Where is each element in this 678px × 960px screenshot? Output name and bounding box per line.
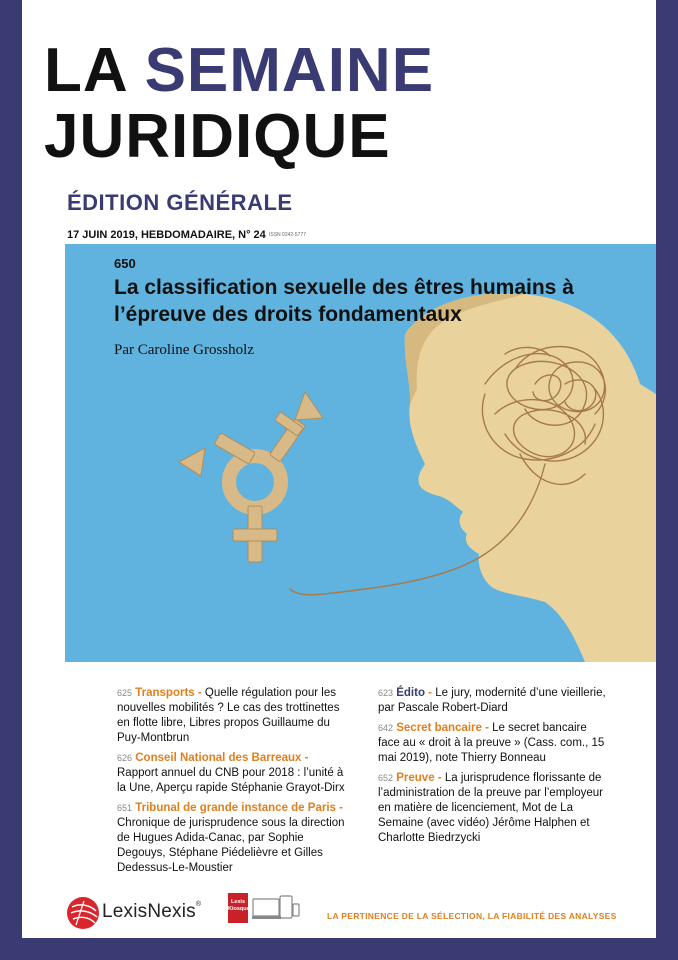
article-number: 650 [114, 256, 136, 271]
toc-entry[interactable] [378, 771, 608, 846]
toc-left-column [117, 686, 345, 881]
toc-entry-text: Quelle régulation pour les nouvelles mobilités ? Le cas des trottinettes en flotte libre, Libres propos Guillaume du Puy-Montbrun [117, 687, 340, 744]
toc-entry[interactable] [117, 751, 345, 796]
lexisnexis-logo-icon [66, 895, 100, 931]
toc-entry-separator: - [481, 722, 493, 734]
left-border [0, 0, 22, 960]
gender-symbol [179, 392, 323, 562]
toc-entry-separator: - [301, 752, 309, 764]
kiosque-line2: Kiosque [228, 906, 250, 912]
toc-entry-text: Le jury, modernité d’une vieillerie, par Pascale Robert-Diard [378, 687, 606, 714]
dateline: 17 JUIN 2019, HEBDOMADAIRE, N° 24 [67, 229, 266, 241]
registered-mark: ® [195, 901, 202, 908]
head-cutout-shape [405, 293, 656, 662]
toc-entry[interactable] [117, 686, 345, 746]
toc-entry-separator: - [335, 802, 343, 814]
masthead-la: LA [44, 36, 145, 105]
footer-slogan: LA PERTINENCE DE LA SÉLECTION, LA FIABILITÉ DES ANALYSES [327, 911, 617, 921]
issn: ISSN 0242-5777 [269, 232, 306, 238]
masthead-semaine: SEMAINE [144, 36, 435, 105]
toc-entry-text: Chronique de jurisprudence sous la direction de Hugues Adida-Canac, par Sophie Degouys, Stéphane Piédelièvre et Gilles Dedessus-Le-Moustier [117, 817, 345, 874]
toc-entry-keyword: Édito [396, 687, 425, 699]
edition-label: ÉDITION GÉNÉRALE [67, 190, 293, 215]
publisher-name [102, 901, 201, 923]
toc-entry-number: 626 [117, 753, 133, 763]
toc-entry-text: La jurisprudence florissante de l’administration de la preuve par l’employeur en matière de licenciement, Mot de La Semaine (avec vidéo) Jérôme Halphen et Charlotte Biedrzycki [378, 772, 604, 844]
toc-entry-number: 625 [117, 688, 133, 698]
right-border [656, 0, 678, 960]
masthead-line1 [44, 36, 435, 105]
toc-entry-separator: - [194, 687, 205, 699]
article-author: Par Caroline Grossholz [114, 342, 254, 358]
toc-entry-number: 623 [378, 688, 394, 698]
masthead-line2: JURIDIQUE [44, 102, 391, 171]
toc-entry-number: 651 [117, 803, 133, 813]
toc-entry-keyword: Conseil National des Barreaux [135, 752, 302, 764]
toc-entry-text: Rapport annuel du CNB pour 2018 : l’unité à la Une, Aperçu rapide Stéphanie Grayot-Dirx [117, 767, 345, 794]
toc-entry-keyword: Secret bancaire [396, 722, 482, 734]
toc-entry-separator: - [424, 687, 436, 699]
toc-entry-keyword: Preuve [396, 772, 435, 784]
kiosque-line1: Lexis [230, 899, 246, 905]
toc-entry[interactable] [378, 686, 608, 716]
toc-entry-number: 642 [378, 723, 394, 733]
lexis-kiosque-badge [228, 893, 248, 923]
article-title[interactable]: La classification sexuelle des êtres humains à l’épreuve des droits fondamentaux [114, 276, 574, 326]
bottom-border [0, 938, 678, 960]
devices-icon [252, 893, 300, 923]
toc-entry-keyword: Tribunal de grande instance de Paris [135, 802, 336, 814]
toc-entry-text: Le secret bancaire face au « droit à la preuve » (Cass. com., 15 mai 2019), note Thierry Bonneau [378, 722, 605, 764]
toc-entry-keyword: Transports [135, 687, 195, 699]
toc-entry-number: 652 [378, 773, 394, 783]
toc-entry[interactable] [378, 721, 608, 766]
toc-right-column [378, 686, 608, 851]
cover-illustration [65, 244, 656, 662]
toc-entry-separator: - [434, 772, 445, 784]
toc-entry[interactable] [117, 801, 345, 876]
publisher-wordmark: LexisNexis [102, 901, 196, 922]
